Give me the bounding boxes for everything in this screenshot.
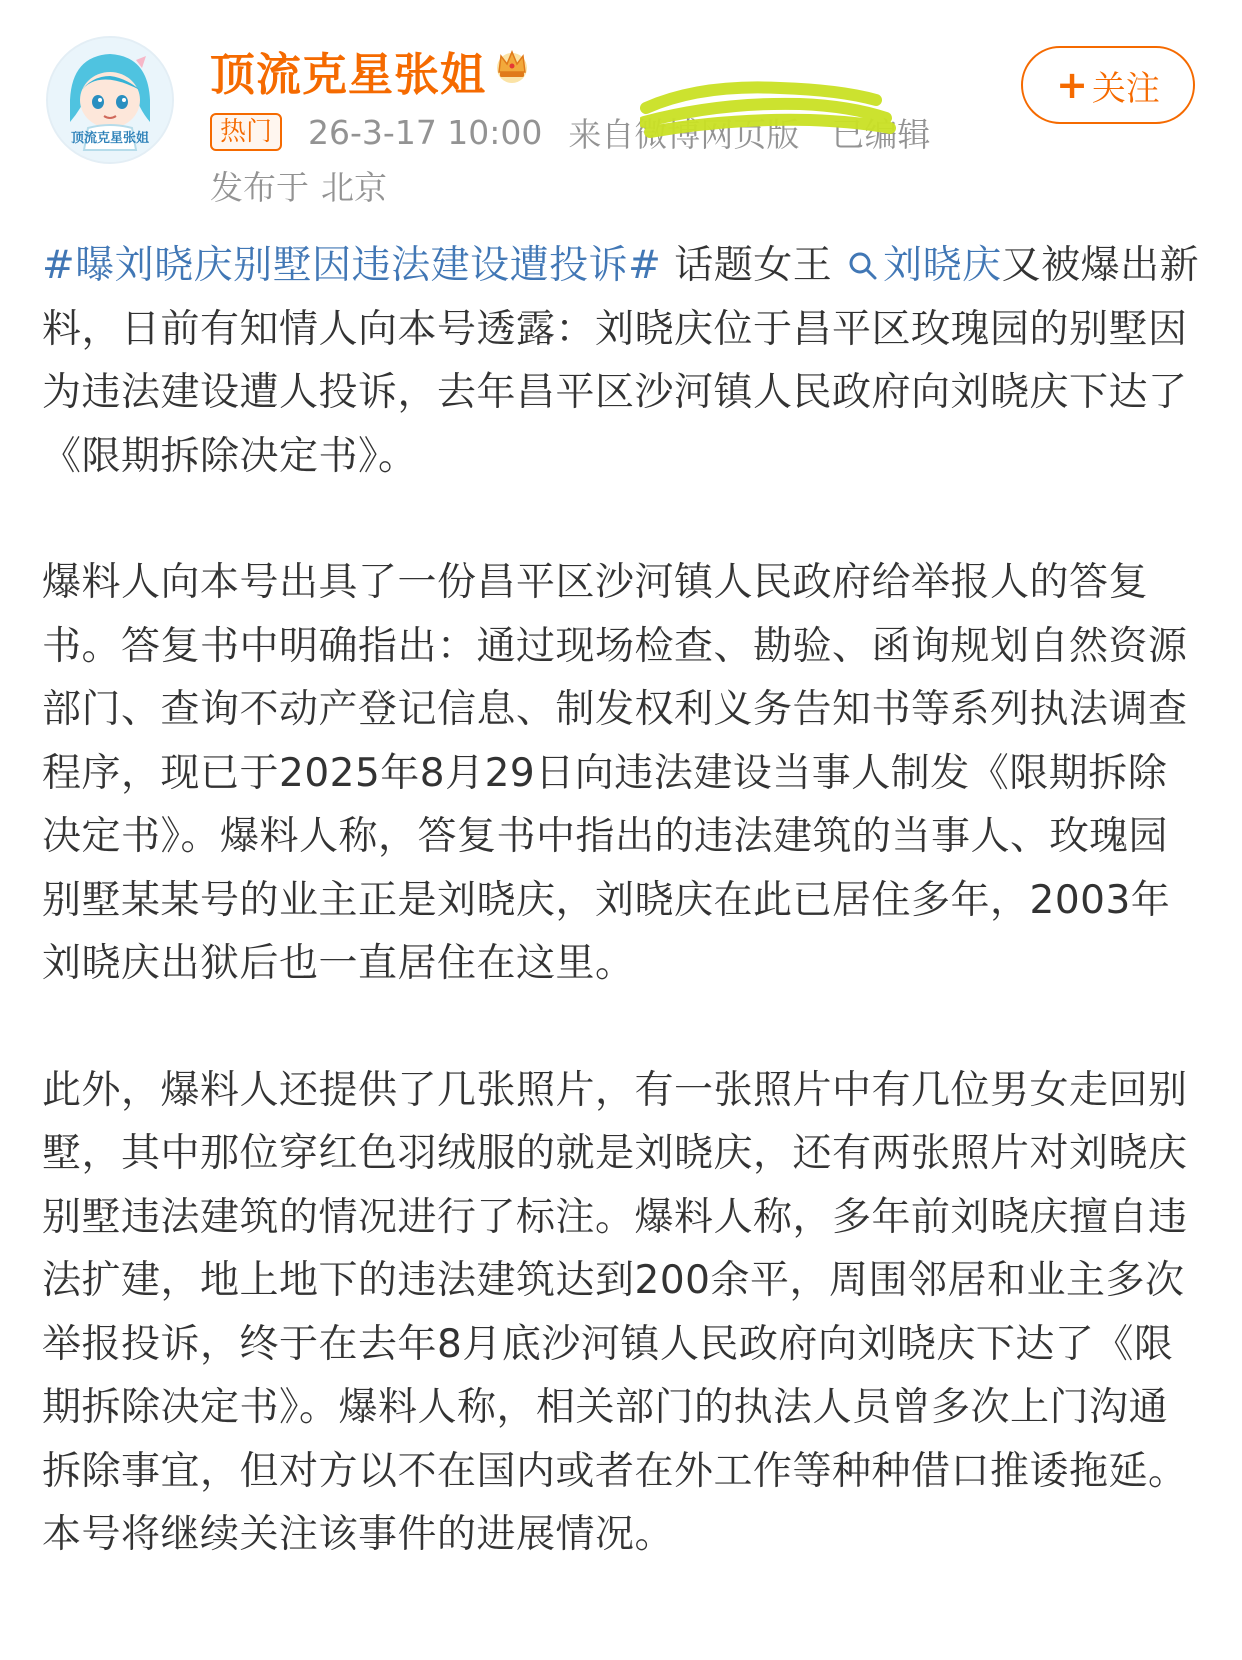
search-icon <box>847 250 879 282</box>
post-source: 来自微博网页版 <box>568 114 800 154</box>
location-city: 北京 <box>321 168 387 207</box>
highlighter-scribble <box>640 74 900 154</box>
hashtag-link[interactable]: #曝刘晓庆别墅因违法建设遭投诉# <box>42 243 662 288</box>
post-time: 26-3-17 10:00 <box>308 112 543 152</box>
post-text: 又被爆出新料，日前有知情人向本号透露：刘晓庆位于昌平区玫瑰园的别墅因为违法建设遭人投诉，去年昌平区沙河镇人民政府向刘晓庆下达了《限期拆除决定书》。 <box>42 243 1200 479</box>
avatar[interactable] <box>46 36 174 164</box>
mention-link[interactable] <box>845 243 1002 288</box>
username[interactable]: 顶流克星张姐 <box>210 48 487 101</box>
location-prefix: 发布于 <box>210 168 309 207</box>
mention-text: 刘晓庆 <box>883 243 1002 288</box>
follow-button[interactable] <box>1021 46 1195 124</box>
avatar-label: 顶流克星张姐 <box>70 131 149 146</box>
post-text: 话题女王 <box>661 243 846 288</box>
follow-button-label: 关注 <box>1091 68 1160 109</box>
post-content <box>42 234 1202 1567</box>
crown-icon <box>492 44 532 84</box>
post-paragraph-1 <box>42 234 1202 488</box>
post-paragraph-2: 爆料人向本号出具了一份昌平区沙河镇人民政府给举报人的答复书。答复书中明确指出：通过现场检查、勘验、函询规划自然资源部门、查询不动产登记信息、制发权利义务告知书等系列执法调查程序，现已于2025年8月29日向违法建设当事人制发《限期拆除决定书》。爆料人称，答复书中指出的违法建筑的当事人、玫瑰园别墅某某号的业主正是刘晓庆，刘晓庆在此已居住多年，2003年刘晓庆出狱后也一直居住在这里。 <box>42 560 1188 986</box>
post-paragraph-3: 此外，爆料人还提供了几张照片，有一张照片中有几位男女走回别墅，其中那位穿红色羽绒服的就是刘晓庆，还有两张照片对刘晓庆别墅违法建筑的情况进行了标注。爆料人称，多年前刘晓庆擅自违法扩建，地上地下的违法建筑达到200余平，周围邻居和业主多次举报投诉，终于在去年8月底沙河镇人民政府向刘晓庆下达了《限期拆除决定书》。爆料人称，相关部门的执法人员曾多次上门沟通拆除事宜，但对方以不在国内或者在外工作等种种借口推诿拖延。本号将继续关注该事件的进展情况。 <box>42 1067 1188 1557</box>
plus-icon: + <box>1056 63 1088 107</box>
post-location <box>210 162 399 209</box>
hot-badge: 热门 <box>210 113 282 151</box>
edited-label[interactable]: 已编辑 <box>831 114 931 154</box>
